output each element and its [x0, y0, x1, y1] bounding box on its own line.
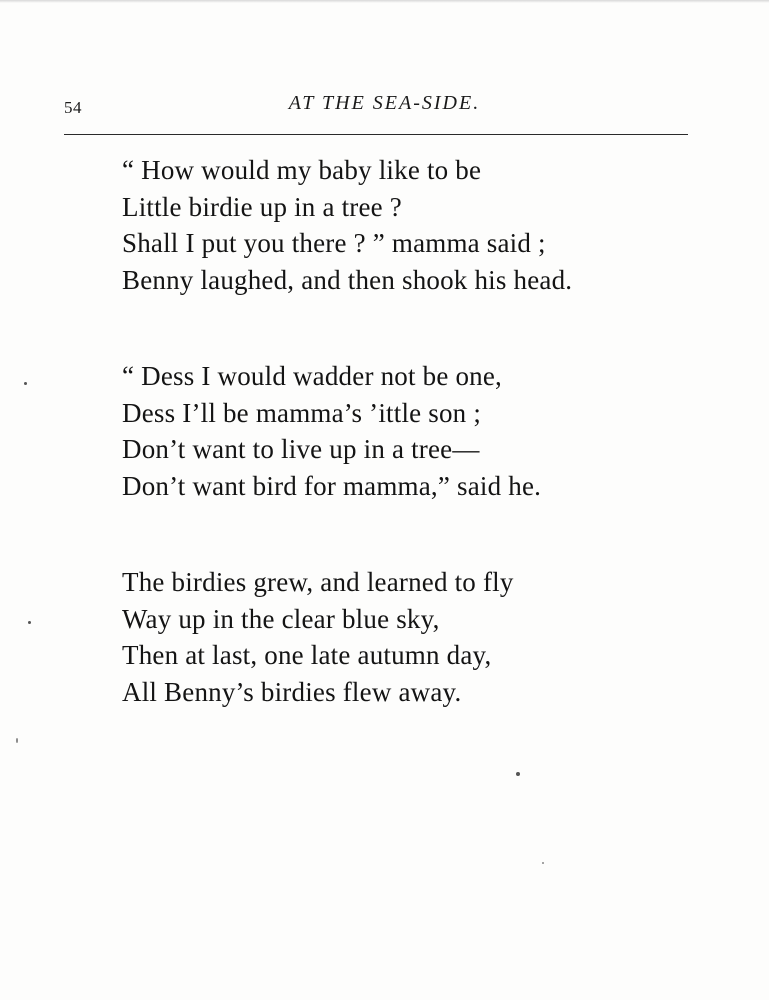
poem-line: Way up in the clear blue sky, [122, 603, 440, 634]
page-number: 54 [64, 98, 82, 117]
poem-line: Don’t want bird for mamma,” said he. [122, 470, 542, 501]
stanza [122, 152, 722, 298]
poem-line: Don’t want to live up in a tree— [122, 434, 480, 464]
poem-line: Little birdie up in a tree ? [122, 191, 402, 222]
ink-speck [542, 862, 544, 864]
poem-line: Dess I’ll be mamma’s ’ittle son ; [122, 397, 482, 428]
header-rule [64, 134, 688, 135]
ink-speck [28, 621, 31, 624]
stanza [122, 564, 722, 710]
poem-line: Benny laughed, and then shook his head. [122, 264, 573, 295]
ink-speck [24, 382, 27, 385]
poem-line: The birdies grew, and learned to fly [122, 567, 514, 597]
page-top-edge [0, 0, 769, 3]
stanza [122, 358, 722, 504]
poem-line: All Benny’s birdies flew away. [122, 676, 462, 707]
poem-line: “ Dess I would wadder not be one, [122, 361, 502, 391]
poem [122, 152, 722, 770]
poem-line: Then at last, one late autumn day, [122, 640, 492, 670]
running-title: AT THE SEA-SIDE. [288, 92, 481, 114]
ink-speck [516, 772, 520, 776]
poem-line: Shall I put you there ? ” mamma said ; [122, 228, 546, 258]
poem-line: “ How would my baby like to be [122, 155, 482, 185]
ink-speck [16, 738, 18, 743]
